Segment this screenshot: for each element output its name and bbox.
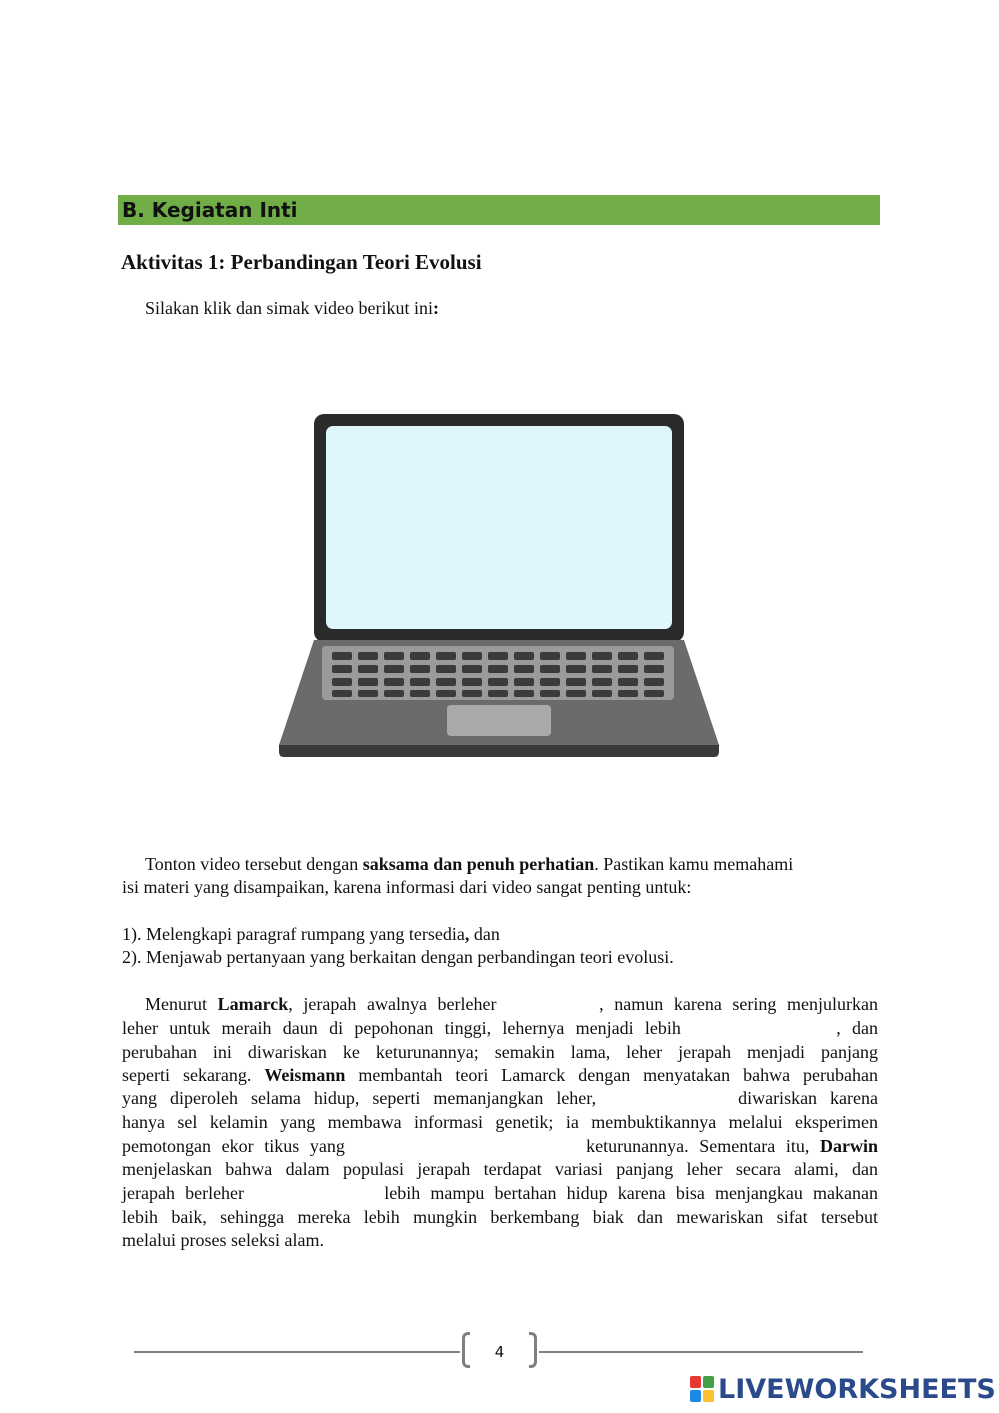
- list-item-text: 1). Melengkapi paragraf rumpang yang tersedia: [122, 924, 465, 944]
- blank-input-3[interactable]: [609, 1089, 725, 1111]
- cloze-line: [122, 1135, 878, 1159]
- video-laptop-icon[interactable]: [276, 412, 722, 762]
- cloze-line: melalui proses seleksi alam.: [122, 1229, 324, 1250]
- name-lamarck: Lamarck: [217, 994, 289, 1014]
- list-item: [122, 923, 674, 946]
- text: jerapah berleher: [122, 1182, 245, 1203]
- blank-input-4[interactable]: [356, 1136, 576, 1158]
- text: diwariskan karena: [738, 1088, 879, 1109]
- cloze-line: [122, 1182, 878, 1206]
- liveworksheets-brand: [690, 1372, 996, 1406]
- list-item-comma: ,: [464, 924, 470, 944]
- text: , namun karena sering menjulurkan: [599, 994, 879, 1014]
- page-number-bracket-left: [462, 1332, 470, 1368]
- cloze-line: menjelaskan bahwa dalam populasi jerapah terdapat variasi panjang leher secara alami, dan: [122, 1159, 878, 1180]
- text: , dan: [836, 1017, 879, 1038]
- blank-input-2[interactable]: [692, 1019, 836, 1041]
- section-heading-bar: [118, 195, 880, 225]
- text: , jerapah awalnya berleher: [288, 994, 497, 1014]
- brand-name: LIVEWORKSHEETS: [718, 1373, 996, 1405]
- cloze-line: hanya sel kelamin yang membawa informasi genetik; ia membuktikannya melalui eksperimen: [122, 1112, 878, 1133]
- instruction-text-a: Tonton video tersebut dengan: [145, 854, 363, 874]
- section-title: B. Kegiatan Inti: [122, 198, 298, 222]
- text: Menurut: [145, 994, 218, 1014]
- text: seperti sekarang.: [122, 1065, 265, 1086]
- instruction-text-b: . Pastikan kamu memahami: [594, 854, 794, 874]
- intro-line: [145, 298, 439, 319]
- cloze-line: [122, 1064, 878, 1087]
- cloze-paragraph: [122, 993, 878, 1252]
- text: membantah teori Lamarck dengan menyatakan bahwa perubahan: [345, 1065, 878, 1086]
- intro-colon: :: [432, 298, 439, 318]
- instruction-line-2: isi materi yang disampaikan, karena informasi dari video sangat penting untuk:: [122, 877, 692, 898]
- name-weismann: Weismann: [264, 1065, 346, 1086]
- name-darwin: Darwin: [820, 1135, 878, 1156]
- liveworksheets-logo-icon: [690, 1376, 714, 1402]
- list-item-text: dan: [469, 924, 500, 944]
- instruction-emphasis: saksama dan penuh perhatian: [362, 854, 595, 874]
- footer-divider-right: [539, 1351, 863, 1353]
- text: pemotongan ekor tikus yang: [122, 1135, 345, 1156]
- text: keturunannya. Sementara itu,: [586, 1135, 820, 1156]
- instruction-line-1: [122, 853, 878, 876]
- footer-divider-left: [134, 1351, 460, 1353]
- intro-text: Silakan klik dan simak video berikut ini: [145, 298, 433, 318]
- cloze-line: perubahan ini diwariskan ke keturunannya; semakin lama, leher jerapah menjadi panjang: [122, 1041, 878, 1062]
- cloze-line: [122, 1087, 878, 1111]
- cloze-line: [122, 1017, 878, 1041]
- text: lebih mampu bertahan hidup karena bisa menjangkau makanan: [384, 1182, 879, 1203]
- cloze-line: [122, 993, 878, 1017]
- instruction-paragraph: [122, 853, 878, 900]
- activity-heading: Aktivitas 1: Perbandingan Teori Evolusi: [121, 250, 482, 274]
- page-number-bracket-right: [529, 1332, 537, 1368]
- page-number: 4: [494, 1343, 505, 1361]
- text: yang diperoleh selama hidup, seperti memanjangkan leher,: [122, 1088, 597, 1109]
- text: leher untuk meraih daun di pepohonan tinggi, lehernya menjadi lebih: [122, 1017, 681, 1038]
- list-item: 2). Menjawab pertanyaan yang berkaitan dengan perbandingan teori evolusi.: [122, 947, 674, 968]
- instruction-list: [122, 923, 674, 970]
- cloze-line: lebih baik, sehingga mereka lebih mungkin berkembang biak dan mewariskan sifat tersebut: [122, 1206, 878, 1227]
- blank-input-5[interactable]: [254, 1184, 374, 1206]
- blank-input-1[interactable]: [507, 995, 599, 1017]
